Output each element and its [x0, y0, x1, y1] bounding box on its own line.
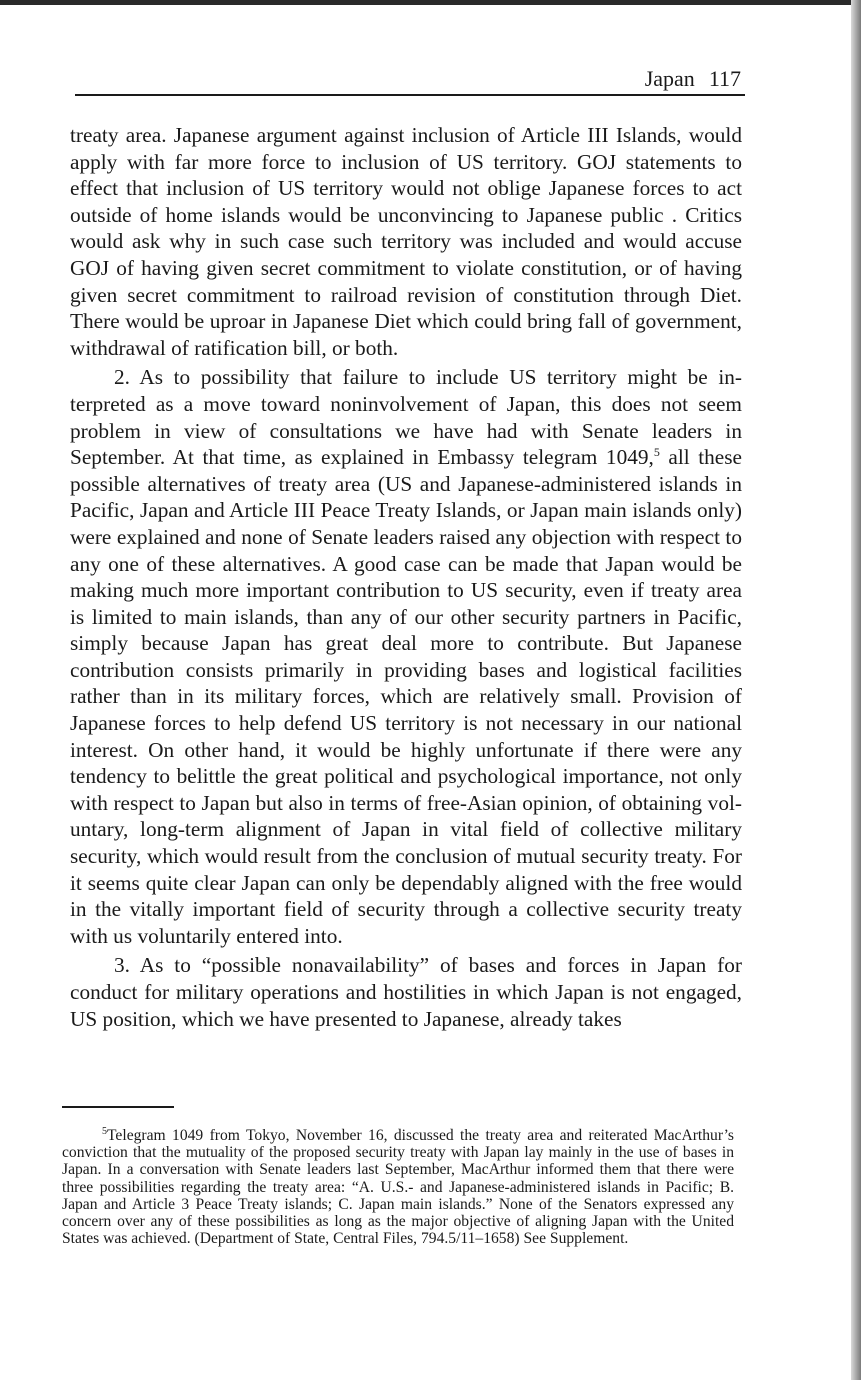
- paragraph-1: treaty area. Japanese argument against inclusion of Article III Islands, would apply with far more force to inclusion of US territory. GOJ statements to effect that inclusion of US territory would not oblige Japanese forces to act outside of home islands would be unconvincing to Japanese public . Critics would ask why in such case such territory was included and would accuse GOJ of having given secret commitment to violate constitution, or of having given secret commitment to railroad revision of constitution through Diet. There would be uproar in Japanese Diet which could bring fall of government, withdrawal of ratification bill, or both.: [70, 123, 742, 360]
- running-head: [645, 66, 741, 92]
- running-head-title: Japan: [644, 66, 695, 91]
- paragraph-3: 3. As to “possible nonavailability” of bases and forces in Japan for conduct for military operations and hostilities in which Japan is not engaged, US position, which we have presented to Japanese, already takes: [70, 953, 742, 1031]
- footnote-5: [62, 1127, 734, 1247]
- footnote-marker: 5: [102, 1125, 107, 1137]
- paragraph-2-text-a: 2. As to possibility that failure to include US territory might be interpreted as a move toward noninvolvement of Japan, this does not seem problem in view of consultations we have had with Senate leaders in September. At that time, as explained in Embassy telegram 1049,: [70, 365, 742, 470]
- paragraph-2: [70, 364, 742, 949]
- running-header: [75, 62, 745, 96]
- paragraph-2-text-b: all these possible alternatives of treaty area (US and Japanese-administered islands in Pacific, Japan and Article III Peace Treaty Islands, or Japan main islands only) were explained and none of Senate leaders raised any objection with respect to any one of these alternatives. A good case can be made that Japan would be making much more important contribution to US security, even if treaty area is limited to main islands, than any of our other security partners in Pacific, simply because Japan has great deal more to contribute. But Japanese contribution consists primarily in providing bases and logistical facilities rather than in its military forces, which are relatively small. Provision of Japanese forces to help defend US territory is not necessary in our national interest. On other hand, it would be highly unfortunate if there were any tendency to belittle the great political and psychological importance, not only with respect to Japan but also in terms of free-Asian opinion, of obtaining voluntary, long-term alignment of Japan in vital field of collective military security, which would result from the conclusion of mutual security treaty. For it seems quite clear Japan can only be dependably aligned with the free would in the vitally important field of security through a collective security treaty with us voluntarily entered into.: [70, 445, 742, 948]
- scan-top-edge: [0, 0, 861, 5]
- main-text: [70, 122, 742, 1032]
- page-number: 117: [708, 66, 741, 91]
- scan-right-edge: [851, 0, 861, 1380]
- footnote-rule: [62, 1106, 174, 1108]
- footnote: [62, 1127, 734, 1247]
- footnote-text: Telegram 1049 from Tokyo, November 16, discussed the treaty area and reiterated MacArthur’s conviction that the mutuality of the proposed security treaty with Japan lay mainly in the use of bases in Japan. In a conversation with Senate leaders last September, MacArthur informed them that there were three possibilities regarding the treaty area: “A. U.S.- and Japanese-administered islands in Pacific; B. Japan and Article 3 Peace Treaty islands; C. Japan main islands.” None of the Senators expressed any concern over any of these possibilities as long as the major objective of aligning Japan with the United States was achieved. (Department of State, Central Files, 794.5/11–1658) See Supplement.: [62, 1127, 734, 1248]
- footnote-reference[interactable]: 5: [653, 445, 660, 460]
